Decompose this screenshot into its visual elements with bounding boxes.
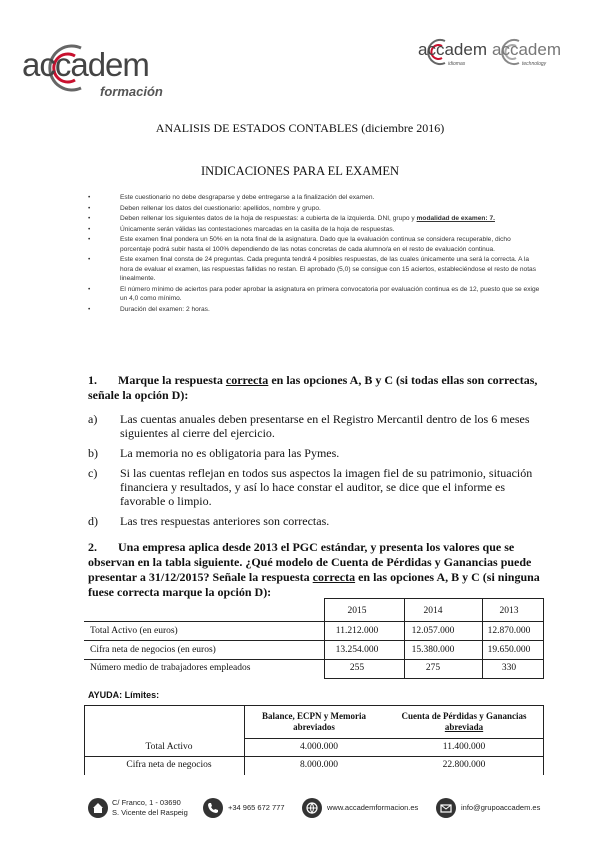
logo-sub-text: formación [100,84,163,99]
option-b: b) La memoria no es obligatoria para las Pymes. [88,446,340,460]
year-header: 2014 [423,606,443,616]
instruction-item: • El número mínimo de aciertos para poder aprobar la asignatura en primera convocatoria por evaluación continua es de 12, puesto que se exige un 4,0 como mínimo. [88,285,540,302]
table-row: Cifra neta de negocios (en euros) 13.254.000 15.380.000 19.650.000 [90,645,531,655]
accadem-idiomas-logo [418,37,488,73]
footer [0,790,600,830]
limits-row-label: Total Activo [145,742,193,752]
instruction-item: • Deben rellenar los datos del cuestionario: apellidos, nombre y grupo. [88,204,321,212]
limits-row-label: Cifra neta de negocios [126,760,212,770]
exam-title: ANALISIS DE ESTADOS CONTABLES (diciembre 2016) [155,121,445,135]
instruction-item: • Únicamente serán válidas las contestaciones marcadas en la casilla de la hoja de respuestas. [88,225,395,233]
year-header: 2013 [499,606,519,616]
email-icon [436,798,456,818]
accadem-formacion-logo [22,40,162,102]
company-data-table [84,598,544,682]
year-header: 2015 [347,606,367,616]
help-label: AYUDA: Límites: [88,690,160,700]
logo-sub-text: idiomas [448,61,466,67]
question-1-options [88,412,543,534]
phone-icon [203,798,223,818]
instruction-item: • Deben rellenar los siguientes datos de la hoja de respuestas: a cubierta de la izquierda. DNI, grupo y modalidad de examen: 7. [88,215,495,222]
option-c: c) Si las cuentas reflejan en todos sus aspectos la imagen fiel de su patrimonio, situación financiera y resultados, y así lo hace constar el auditor, se dice que el informe es favorable o limpio. [88,466,533,508]
instructions-list [88,193,543,315]
exam-subtitle: INDICACIONES PARA EL EXAMEN [200,164,400,178]
email-link[interactable]: info@grupoaccadem.es [461,803,541,812]
limits-table: Balance, ECPN y Memoria abreviados Cuenta de Pérdidas y Ganancias abreviada Total Activo 4.000.000 11.400.000 Cifra neta de negocios 8.000.000 22.800.000 [84,705,544,775]
option-d: d) Las tres respuestas anteriores son correctas. [88,514,330,528]
logo-brand-text: accadem [492,40,561,59]
instruction-item: • Este examen final consta de 24 preguntas. Cada pregunta tendrá 4 posibles respuestas, de las cuales únicamente una será la correcta. A la hora de evaluar el examen, las respuestas fallidas no restan. El aprobado (5,0) se consigue con 15 aciertos, estableciéndose el resto de notas linealmente. [88,256,537,282]
table-header-row [84,604,544,620]
logo-sub-text: technology [522,61,547,67]
address-line-2: S. Vicente del Raspeig [112,808,188,817]
instruction-item: • Duración del examen: 2 horas. [88,305,210,313]
limits-header-pyg: Cuenta de Pérdidas y Ganancias abreviada [401,711,527,732]
table-row: Número medio de trabajadores empleados 255 275 330 [90,663,517,673]
web-icon [302,798,322,818]
question-1: 1. Marque la respuesta correcta en las opciones A, B y C (si todas ellas son correctas, señale la opción D): [88,373,538,402]
limits-header-balance: Balance, ECPN y Memoria abreviados [262,711,366,732]
question-2: 2. Una empresa aplica desde 2013 el PGC estándar, y presenta los valores que se observan en la tabla siguiente. ¿Qué modelo de Cuenta de Pérdidas y Ganancias puede presentar a 31/12/2015? Señale la respuesta correcta en las opciones A, B y C (si ninguna fuese correcta marque la opción D): [88,540,540,599]
instruction-item: • Este examen final pondera un 50% en la nota final de la asignatura. Dado que la evaluación continua se considera recuperable, dicho porcentaje podrá subir hasta el 100% dependiendo de las notas concretas de cada alumno/a en el resto de evaluación continua. [88,236,511,253]
logo-brand-text: accadem [22,46,149,83]
home-icon [88,798,108,818]
table-row: Total Activo (en euros) 11.212.000 12.057.000 12.870.000 [90,626,531,636]
logo-brand-text: accadem [418,40,487,59]
phone-number: +34 965 672 777 [228,803,285,812]
website-link[interactable]: www.accademformacion.es [327,803,419,812]
instruction-item: • Este cuestionario no debe desgraparse y debe entregarse a la finalización del examen. [88,194,375,201]
address-line-1: C/ Franco, 1 - 03690 [112,798,181,807]
accadem-technology-logo [492,37,562,73]
option-a: a) Las cuentas anuales deben presentarse en el Registro Mercantil dentro de los 6 meses siguientes al cierre del ejercicio. [88,412,530,440]
